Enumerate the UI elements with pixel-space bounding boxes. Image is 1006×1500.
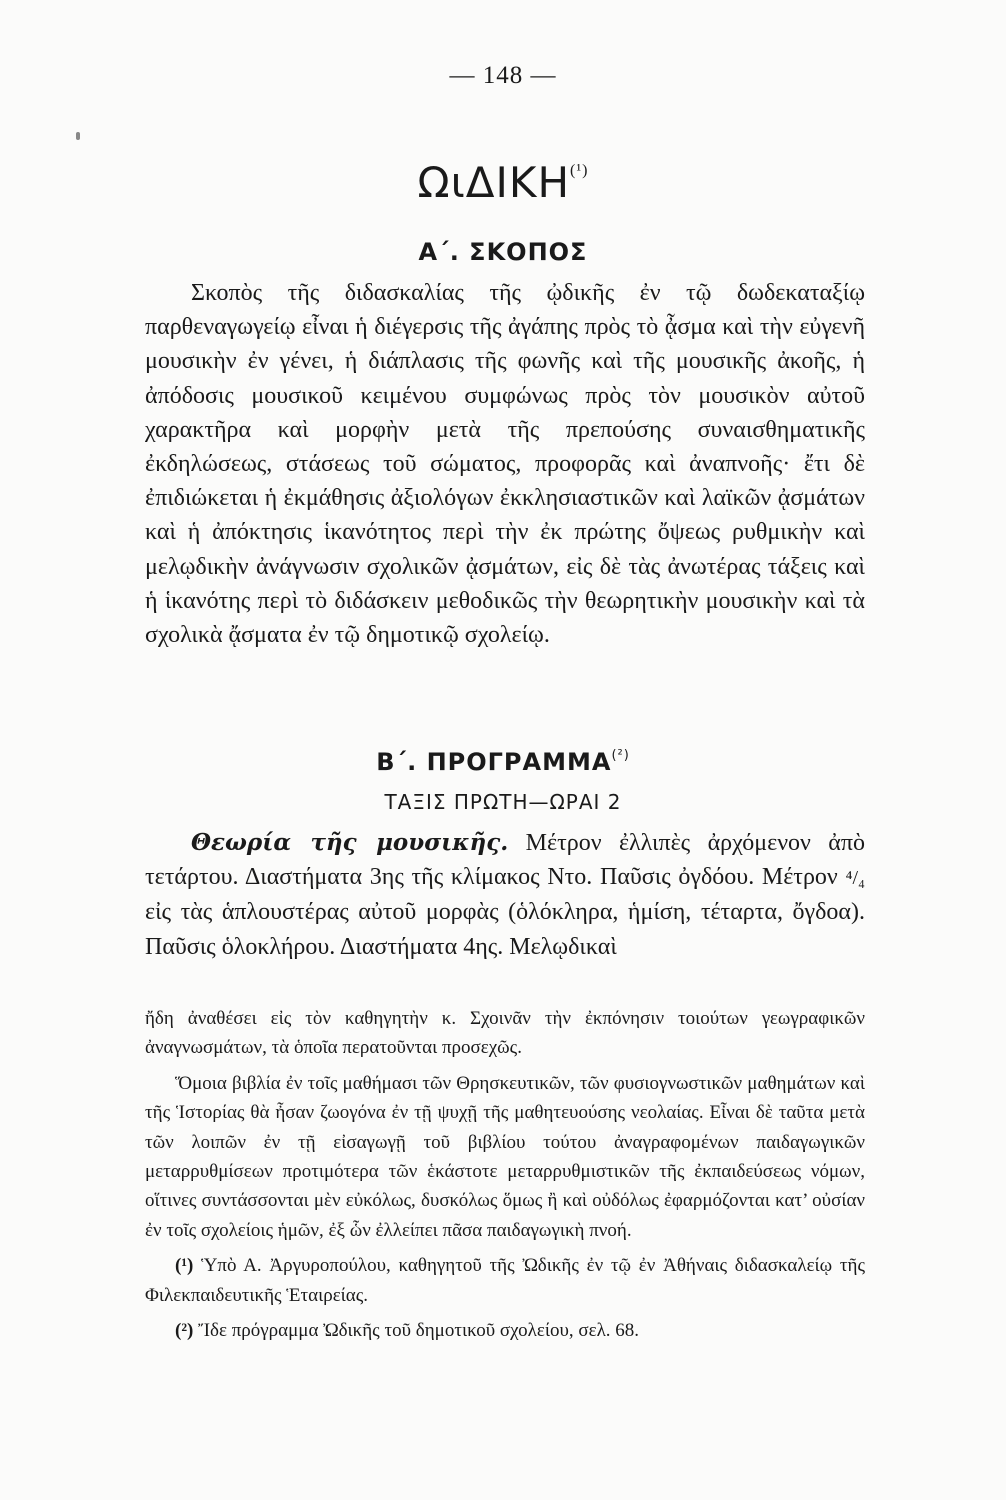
section-heading-program xyxy=(0,748,1006,776)
class-subheading: ΤΑΞΙΣ ΠΡΩΤΗ—ΩΡΑΙ 2 xyxy=(384,790,622,814)
program-text-part2: εἰς τὰς ἁπλουστέρας αὐτοῦ μορφὰς (ὁλόκληρα, ἡμίση, τέταρτα, ὄγδοα). Παῦσις ὁλοκλήρου. Διαστήματα 4ης. Μελῳδικαὶ xyxy=(145,899,865,960)
footnote-1 xyxy=(145,1251,865,1310)
ink-speck xyxy=(76,132,80,140)
title-footnote-ref[interactable]: (¹) xyxy=(570,162,589,179)
section-heading-purpose: Α΄. ΣΚΟΠΟΣ xyxy=(418,238,588,266)
footnote-2-text: Ἴδε πρόγραμμα Ὠδικῆς τοῦ δημοτικοῦ σχολείου, σελ. 68. xyxy=(193,1320,640,1342)
program-text-part1: Μέτρον ἐλλιπὲς ἀρχόμενον ἀπὸ τετάρτου. Διαστήματα 3ης τῆς κλίμακος Ντο. Παῦσις ὀγδόου. Μέτρον xyxy=(145,830,866,891)
program-heading-text: Β΄. ΠΡΟΓΡΑΜΜΑ xyxy=(376,748,612,776)
footnote-2-marker: (²) xyxy=(175,1320,194,1342)
run-in-heading: Θεωρία τῆς μουσικῆς. xyxy=(191,829,509,856)
program-paragraph xyxy=(145,826,865,964)
footnotes-block xyxy=(145,1004,865,1351)
page-number: — 148 — xyxy=(449,62,557,89)
chapter-title-text: ΩιΔΙΚΗ xyxy=(417,158,571,207)
footnote-paragraph: Ὅμοια βιβλία ἐν τοῖς μαθήμασι τῶν Θρησκευτικῶν, τῶν φυσιογνωστικῶν μαθημάτων καὶ τῆς Ἱστορίας θὰ ἦσαν ζωογόνα ἐν τῇ ψυχῇ τῆς μαθητευούσης νεολαίας. Εἶναι δὲ ταῦτα μετὰ τῶν λοιπῶν ἐν τῇ εἰσαγωγῇ τοῦ βιβλίου τούτου ἀναγραφομένων παιδαγωγικῶν μεταρρυθμίσεων προτιμότερα τῶν ἑκάστοτε μεταρρυθμιστικῶν τῆς ἐκπαιδεύσεως νόμων, οἵτινες συντάσσονται μὲν εὐκόλως, δυσκόλως ὅμως ἢ καὶ οὐδόλως ἐφαρμόζονται κατ’ οὐσίαν ἐν τοῖς σχολείοις ἡμῶν, ἐξ ὧν ἐλλείπει πᾶσα παιδαγωγικὴ πνοή. xyxy=(145,1072,865,1241)
footnote-continuation: ἤδη ἀναθέσει εἰς τὸν καθηγητὴν κ. Σχοινᾶν τὴν ἐκπόνησιν τοιούτων γεωγραφικῶν ἀναγνωσμάτων, τὰ ὁποῖα περατοῦνται προσεχῶς. xyxy=(145,1008,865,1059)
footnote-1-marker: (¹) xyxy=(175,1255,194,1277)
program-footnote-ref[interactable]: (²) xyxy=(611,748,630,763)
chapter-title xyxy=(0,158,1006,207)
footnote-1-text: Ὑπὸ Α. Ἀργυροπούλου, καθηγητοῦ τῆς Ὠδικῆς ἐν τῷ ἐν Ἀθήναις διδασκαλείῳ τῆς Φιλεκπαιδευτικῆς Ἑταιρείας. xyxy=(145,1255,865,1306)
time-signature: ⁴/₄ xyxy=(845,867,865,890)
footnote-2 xyxy=(145,1316,865,1345)
purpose-paragraph: Σκοπὸς τῆς διδασκαλίας τῆς ᾠδικῆς ἐν τῷ δωδεκαταξίῳ παρθεναγωγείῳ εἶναι ἡ διέγερσις τῆς ἀγάπης πρὸς τὸ ᾆσμα καὶ τὴν εὐγενῆ μουσικὴν ἐν γένει, ἡ διάπλασις τῆς φωνῆς καὶ τῆς μουσικῆς ἀκοῆς, ἡ ἀπόδοσις μουσικοῦ κειμένου συμφώνως πρὸς τὸν μουσικὸν αὐτοῦ χαρακτῆρα καὶ μορφὴν μετὰ τῆς πρεπούσης συναισθηματικῆς ἐκδηλώσεως, στάσεως τοῦ σώματος, προφορᾶς καὶ ἀναπνοῆς· ἔτι δὲ ἐπιδιώκεται ἡ ἐκμάθησις ἀξιολόγων ἐκκλησιαστικῶν καὶ λαϊκῶν ᾀσμάτων καὶ ἡ ἀπόκτησις ἱκανότητος περὶ τὴν ἐκ πρώτης ὄψεως ρυθμικὴν καὶ μελῳδικὴν ἀνάγνωσιν σχολικῶν ᾀσμάτων, εἰς δὲ τὰς ἀνωτέρας τάξεις καὶ ἡ ἱκανότης περὶ τὸ διδάσκειν μεθοδικῶς τὴν θεωρητικὴν μουσικὴν καὶ τὰ σχολικὰ ᾄσματα ἐν τῷ δημοτικῷ σχολείῳ. xyxy=(145,280,865,649)
